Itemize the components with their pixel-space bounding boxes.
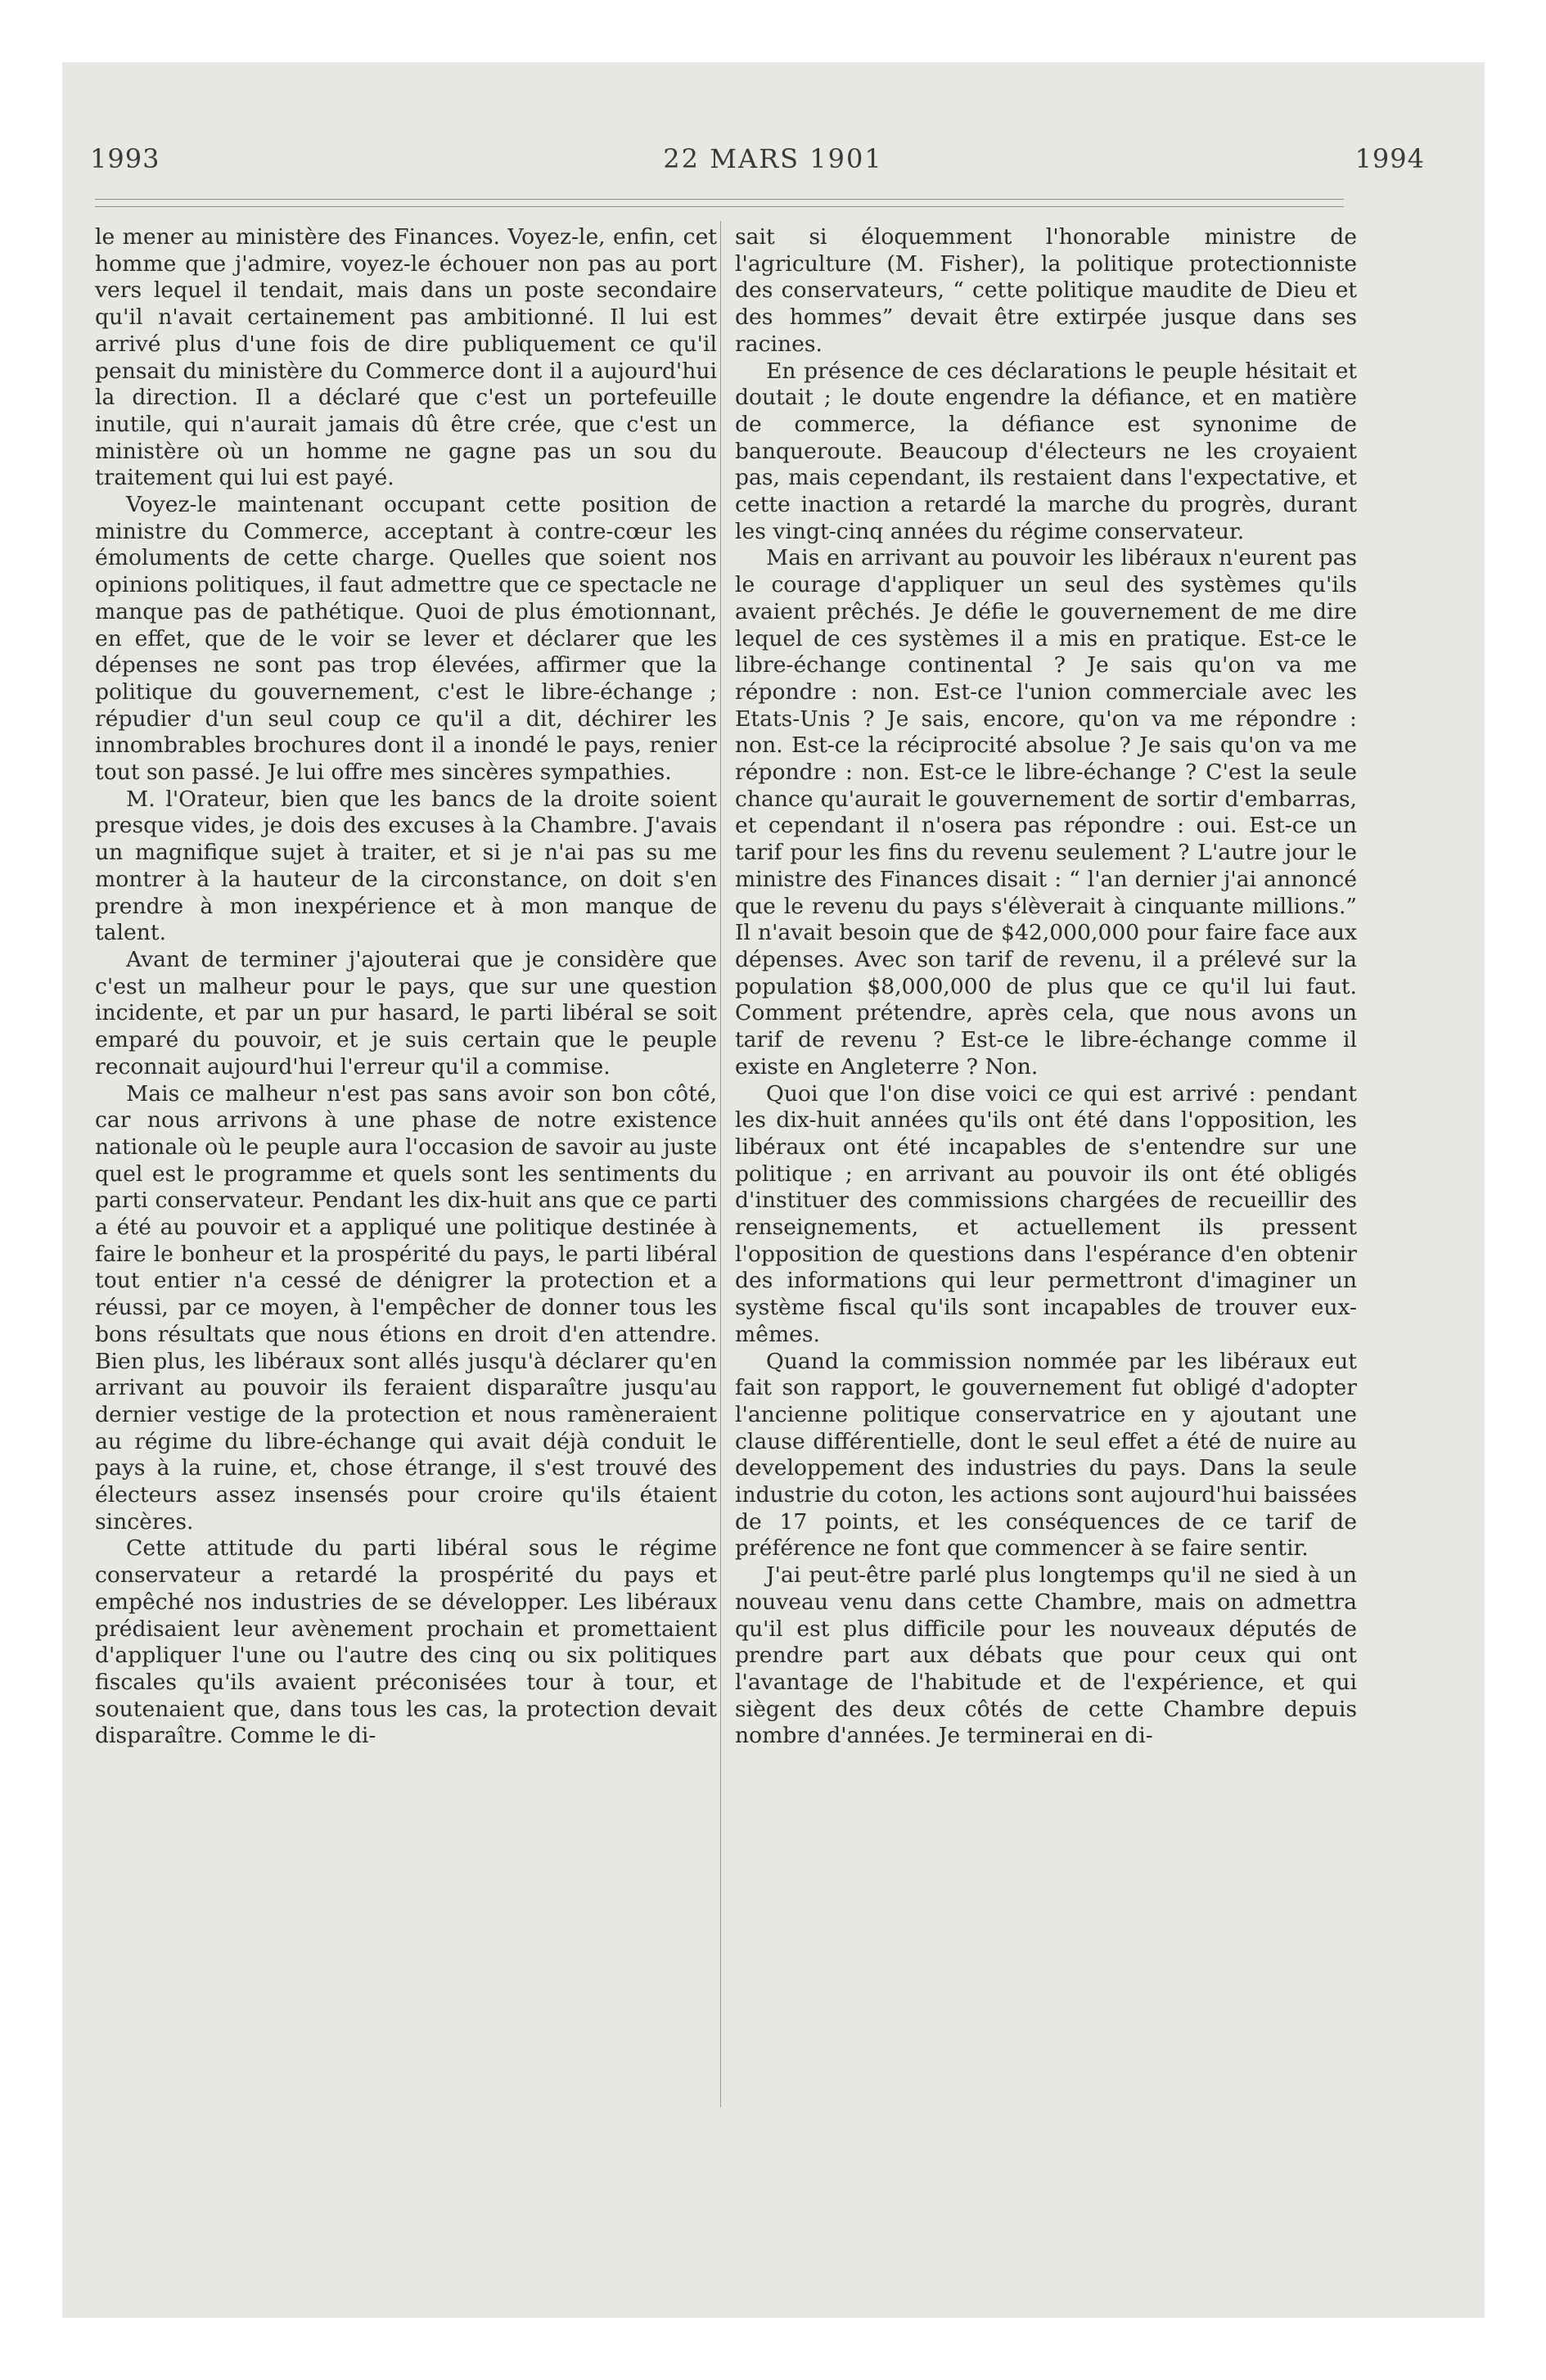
- header-rule-top: [95, 199, 1344, 200]
- paragraph: le mener au ministère des Finances. Voyez-le, enfin, cet homme que j'admire, voyez-le échouer non pas au port vers lequel il tendait, mais dans un poste secondaire qu'il n'avait certainement pas ambitionné. Il lui est arrivé plus d'une fois de dire publiquement ce qu'il pensait du ministère du Commerce dont il a aujourd'hui la direction. Il a déclaré que c'est un portefeuille inutile, qui n'aurait jamais dû être crée, que c'est un ministère où un homme ne gagne pas un sou du traitement qui lui est payé.: [95, 224, 717, 491]
- paragraph: Quand la commission nommée par les libéraux eut fait son rapport, le gouvernement fut obligé d'adopter l'ancienne politique conservatrice en y ajoutant une clause différentielle, dont le seul effet a été de nuire au developpement des industries du pays. Dans la seule industrie du coton, les actions sont aujourd'hui baissées de 17 points, et les conséquences de ce tarif de préférence ne font que commencer à se faire sentir.: [735, 1348, 1357, 1562]
- right-page-number: 1994: [1354, 143, 1425, 174]
- paragraph: M. l'Orateur, bien que les bancs de la droite soient presque vides, je dois des excuses à la Chambre. J'avais un magnifique sujet à traiter, et si je n'ai pas su me montrer à la hauteur de la circonstance, on doit s'en prendre à mon inexpérience et à mon manque de talent.: [95, 786, 717, 946]
- paragraph: J'ai peut-être parlé plus longtemps qu'il ne sied à un nouveau venu dans cette Chambre, mais on admettra qu'il est plus difficile pour les nouveaux députés de prendre part aux débats que pour ceux qui ont l'avantage de l'habitude et de l'expérience, et qui siègent des deux côtés de cette Chambre depuis nombre d'années. Je terminerai en di-: [735, 1562, 1357, 1749]
- left-column: [95, 224, 717, 1750]
- header-rule-bottom: [95, 206, 1344, 207]
- paragraph: En présence de ces déclarations le peuple hésitait et doutait ; le doute engendre la défiance, et en matière de commerce, la défiance est synonime de banqueroute. Beaucoup d'électeurs ne les croyaient pas, mais cependant, ils restaient dans l'expectative, et cette inaction a retardé la marche du progrès, durant les vingt-cinq années du régime conservateur.: [735, 358, 1357, 544]
- left-page-number: 1993: [90, 143, 160, 174]
- paragraph: Cette attitude du parti libéral sous le régime conservateur a retardé la prospérité du pays et empêché nos industries de se développer. Les libéraux prédisaient leur avènement prochain et promettaient d'appliquer l'une ou l'autre des cinq ou six politiques fiscales qu'ils avaient préconisées tour à tour, et soutenaient que, dans tous les cas, la protection devait disparaître. Comme le di-: [95, 1535, 717, 1749]
- column-divider: [720, 221, 721, 2107]
- paragraph: Mais ce malheur n'est pas sans avoir son bon côté, car nous arrivons à une phase de notre existence nationale où le peuple aura l'occasion de savoir au juste quel est le programme et quels sont les sentiments du parti conservateur. Pendant les dix-huit ans que ce parti a été au pouvoir et a appliqué une politique destinée à faire le bonheur et la prospérité du pays, le parti libéral tout entier n'a cessé de dénigrer la protection et a réussi, par ce moyen, à l'empêcher de donner tous les bons résultats que nous étions en droit d'en attendre. Bien plus, les libéraux sont allés jusqu'à déclarer qu'en arrivant au pouvoir ils feraient disparaître jusqu'au dernier vestige de la protection et nous ramèneraient au régime du libre-échange qui avait déjà conduit le pays à la ruine, et, chose étrange, il s'est trouvé des électeurs assez insensés pour croire qu'ils étaient sincères.: [95, 1080, 717, 1535]
- paragraph: sait si éloquemment l'honorable ministre de l'agriculture (M. Fisher), la politique protectionniste des conservateurs, “ cette politique maudite de Dieu et des hommes” devait être extirpée jusque dans ses racines.: [735, 224, 1357, 357]
- right-column: [735, 224, 1357, 1750]
- page-date: 22 MARS 1901: [663, 143, 883, 174]
- paragraph: Mais en arrivant au pouvoir les libéraux n'eurent pas le courage d'appliquer un seul des systèmes qu'ils avaient prêchés. Je défie le gouvernement de me dire lequel de ces systèmes il a mis en pratique. Est-ce le libre-échange continental ? Je sais qu'on va me répondre : non. Est-ce l'union commerciale avec les Etats-Unis ? Je sais, encore, qu'on va me répondre : non. Est-ce la réciprocité absolue ? Je sais qu'on va me répondre : non. Est-ce le libre-échange ? C'est la seule chance qu'aurait le gouvernement de sortir d'embarras, et cependant il n'osera pas répondre : oui. Est-ce un tarif pour les fins du revenu seulement ? L'autre jour le ministre des Finances disait : “ l'an dernier j'ai annoncé que le revenu du pays s'élèverait à cinquante millions.” Il n'avait besoin que de $42,000,000 pour faire face aux dépenses. Avec son tarif de revenu, il a prélevé sur la population $8,000,000 de plus que ce qu'il lui faut. Comment prétendre, après cela, que nous avons un tarif de revenu ? Est-ce le libre-échange comme il existe en Angleterre ? Non.: [735, 545, 1357, 1080]
- paragraph: Voyez-le maintenant occupant cette position de ministre du Commerce, acceptant à contre-cœur les émoluments de cette charge. Quelles que soient nos opinions politiques, il faut admettre que ce spectacle ne manque pas de pathétique. Quoi de plus émotionnant, en effet, que de le voir se lever et déclarer que les dépenses ne sont pas trop élevées, affirmer que la politique du gouvernement, c'est le libre-échange ; répudier d'un seul coup ce qu'il a dit, déchirer les innombrables brochures dont il a inondé le pays, renier tout son passé. Je lui offre mes sincères sympathies.: [95, 492, 717, 786]
- paragraph: Quoi que l'on dise voici ce qui est arrivé : pendant les dix-huit années qu'ils ont été dans l'opposition, les libéraux ont été incapables de s'entendre sur une politique ; en arrivant au pouvoir ils ont été obligés d'instituer des commissions chargées de recueillir des renseignements, et actuellement ils pressent l'opposition de questions dans l'espérance d'en obtenir des informations qui leur permettront d'imaginer un système fiscal qu'ils sont incapables de trouver eux-mêmes.: [735, 1080, 1357, 1347]
- paragraph: Avant de terminer j'ajouterai que je considère que c'est un malheur pour le pays, que sur une question incidente, et par un pur hasard, le parti libéral se soit emparé du pouvoir, et je suis certain que le peuple reconnait aujourd'hui l'erreur qu'il a commise.: [95, 946, 717, 1080]
